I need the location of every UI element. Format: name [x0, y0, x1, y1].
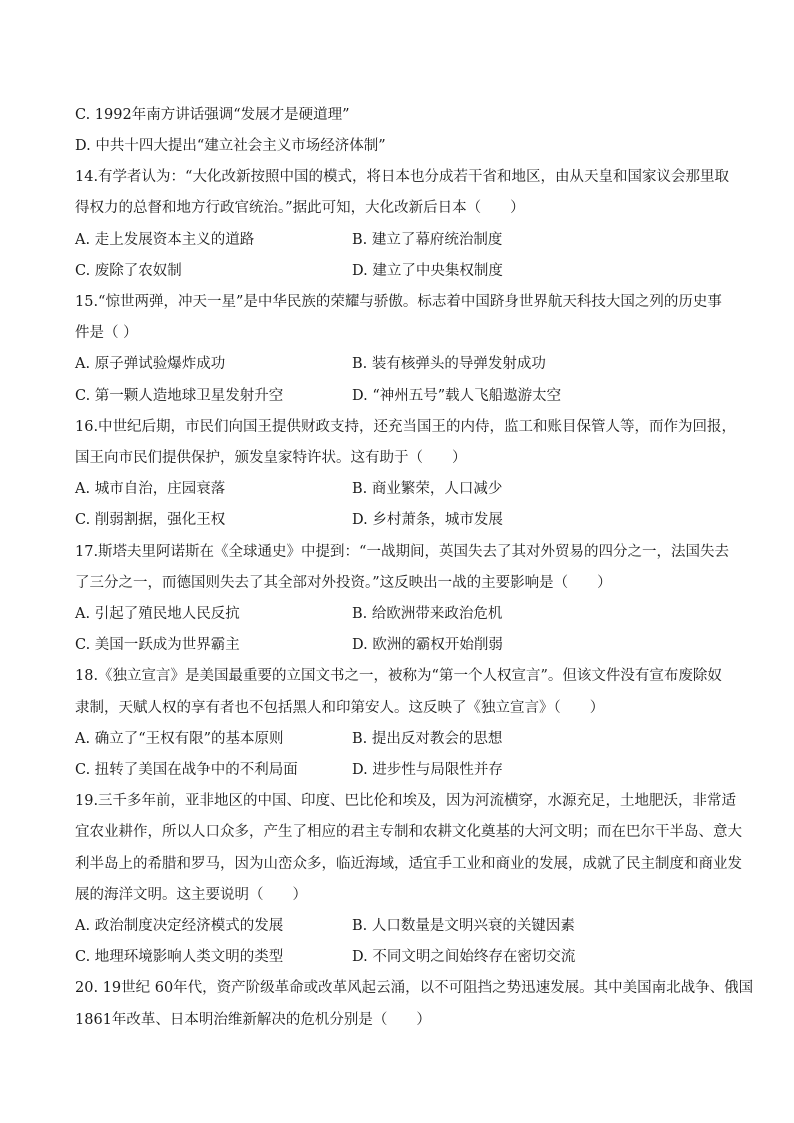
- option-d: D. 乡村萧条，城市发展: [352, 512, 503, 528]
- option-c: C. 美国一跃成为世界霸主: [75, 637, 240, 653]
- option-line: D. 中共十四大提出“建立社会主义市场经济体制”: [75, 138, 386, 154]
- option-line: C. 1992年南方讲话强调“发展才是硬道理”: [75, 107, 350, 123]
- question-stem: 18.《独立宣言》是美国最重要的立国文书之一，被称为“第一个人权宣言”。但该文件没有宣布废除奴: [75, 668, 722, 684]
- option-b: B. 建立了幕府统治制度: [352, 232, 503, 248]
- option-c: C. 削弱割据，强化王权: [75, 512, 226, 528]
- question-stem: 宜农业耕作，所以人口众多，产生了相应的君主专制和农耕文化奠基的大河文明；而在巴尔干半岛、意大: [75, 824, 742, 840]
- question-stem: 利半岛上的希腊和罗马，因为山峦众多，临近海域，适宜手工业和商业的发展，成就了民主制度和商业发: [75, 856, 742, 872]
- question-stem: 16.中世纪后期，市民们向国王提供财政支持，还充当国王的内侍，监工和账目保管人等，而作为回报，: [75, 419, 737, 435]
- option-b: B. 人口数量是文明兴衰的关键因素: [352, 918, 575, 934]
- option-a: A. 走上发展资本主义的道路: [75, 232, 255, 248]
- option-b: B. 给欧洲带来政治危机: [352, 606, 503, 622]
- option-d: D. 建立了中央集权制度: [352, 263, 503, 279]
- question-stem: 20. 19世纪 60年代，资产阶级革命或改革风起云涌，以不可阻挡之势迅速发展。其中美国南北战争、俄国: [75, 980, 754, 996]
- question-stem: 隶制，天赋人权的享有者也不包括黑人和印第安人。这反映了《独立宣言》（ ）: [75, 700, 605, 716]
- question-stem: 得权力的总督和地方行政官统治。”据此可知，大化改新后日本（ ）: [75, 200, 525, 216]
- option-d: D. 进步性与局限性并存: [352, 762, 503, 778]
- question-stem: 国王向市民们提供保护，颁发皇家特许状。这有助于（ ）: [75, 450, 467, 466]
- question-stem: 展的海洋文明。这主要说明（ ）: [75, 887, 307, 903]
- option-c: C. 第一颗人造地球卫星发射升空: [75, 388, 284, 404]
- question-stem: 19.三千多年前，亚非地区的中国、印度、巴比伦和埃及，因为河流横穿，水源充足，土地肥沃，非常适: [75, 793, 737, 809]
- option-d: D. 欧洲的霸权开始削弱: [352, 637, 503, 653]
- question-stem: 件是（ ）: [75, 325, 138, 341]
- option-b: B. 装有核弹头的导弹发射成功: [352, 356, 546, 372]
- question-stem: 了三分之一，而德国则失去了其全部对外投资。”这反映出一战的主要影响是（ ）: [75, 575, 612, 591]
- question-stem: 17.斯塔夫里阿诺斯在《全球通史》中提到：“一战期间，英国失去了其对外贸易的四分之一，法国失去: [75, 544, 729, 560]
- option-a: A. 原子弹试验爆炸成功: [75, 356, 226, 372]
- option-d: D. 不同文明之间始终存在密切交流: [352, 949, 576, 965]
- option-c: C. 扭转了美国在战争中的不利局面: [75, 762, 298, 778]
- option-b: B. 商业繁荣，人口减少: [352, 481, 503, 497]
- option-b: B. 提出反对教会的思想: [352, 731, 503, 747]
- question-stem: 1861年改革、日本明治维新解决的危机分别是（ ）: [75, 1012, 431, 1028]
- question-stem: 15.“惊世两弹，冲天一星”是中华民族的荣耀与骄傲。标志着中国跻身世界航天科技大国之列的历史事: [75, 294, 722, 310]
- option-c: C. 废除了农奴制: [75, 263, 182, 279]
- question-stem: 14.有学者认为：“大化改新按照中国的模式，将日本也分成若干省和地区，由从天皇和国家议会那里取: [75, 169, 729, 185]
- option-a: A. 城市自治，庄园衰落: [75, 481, 226, 497]
- option-a: A. 引起了殖民地人民反抗: [75, 606, 240, 622]
- option-c: C. 地理环境影响人类文明的类型: [75, 949, 284, 965]
- option-a: A. 政治制度决定经济模式的发展: [75, 918, 284, 934]
- option-d: D. “神州五号”载人飞船遨游太空: [352, 388, 562, 404]
- option-a: A. 确立了“王权有限”的基本原则: [75, 731, 284, 747]
